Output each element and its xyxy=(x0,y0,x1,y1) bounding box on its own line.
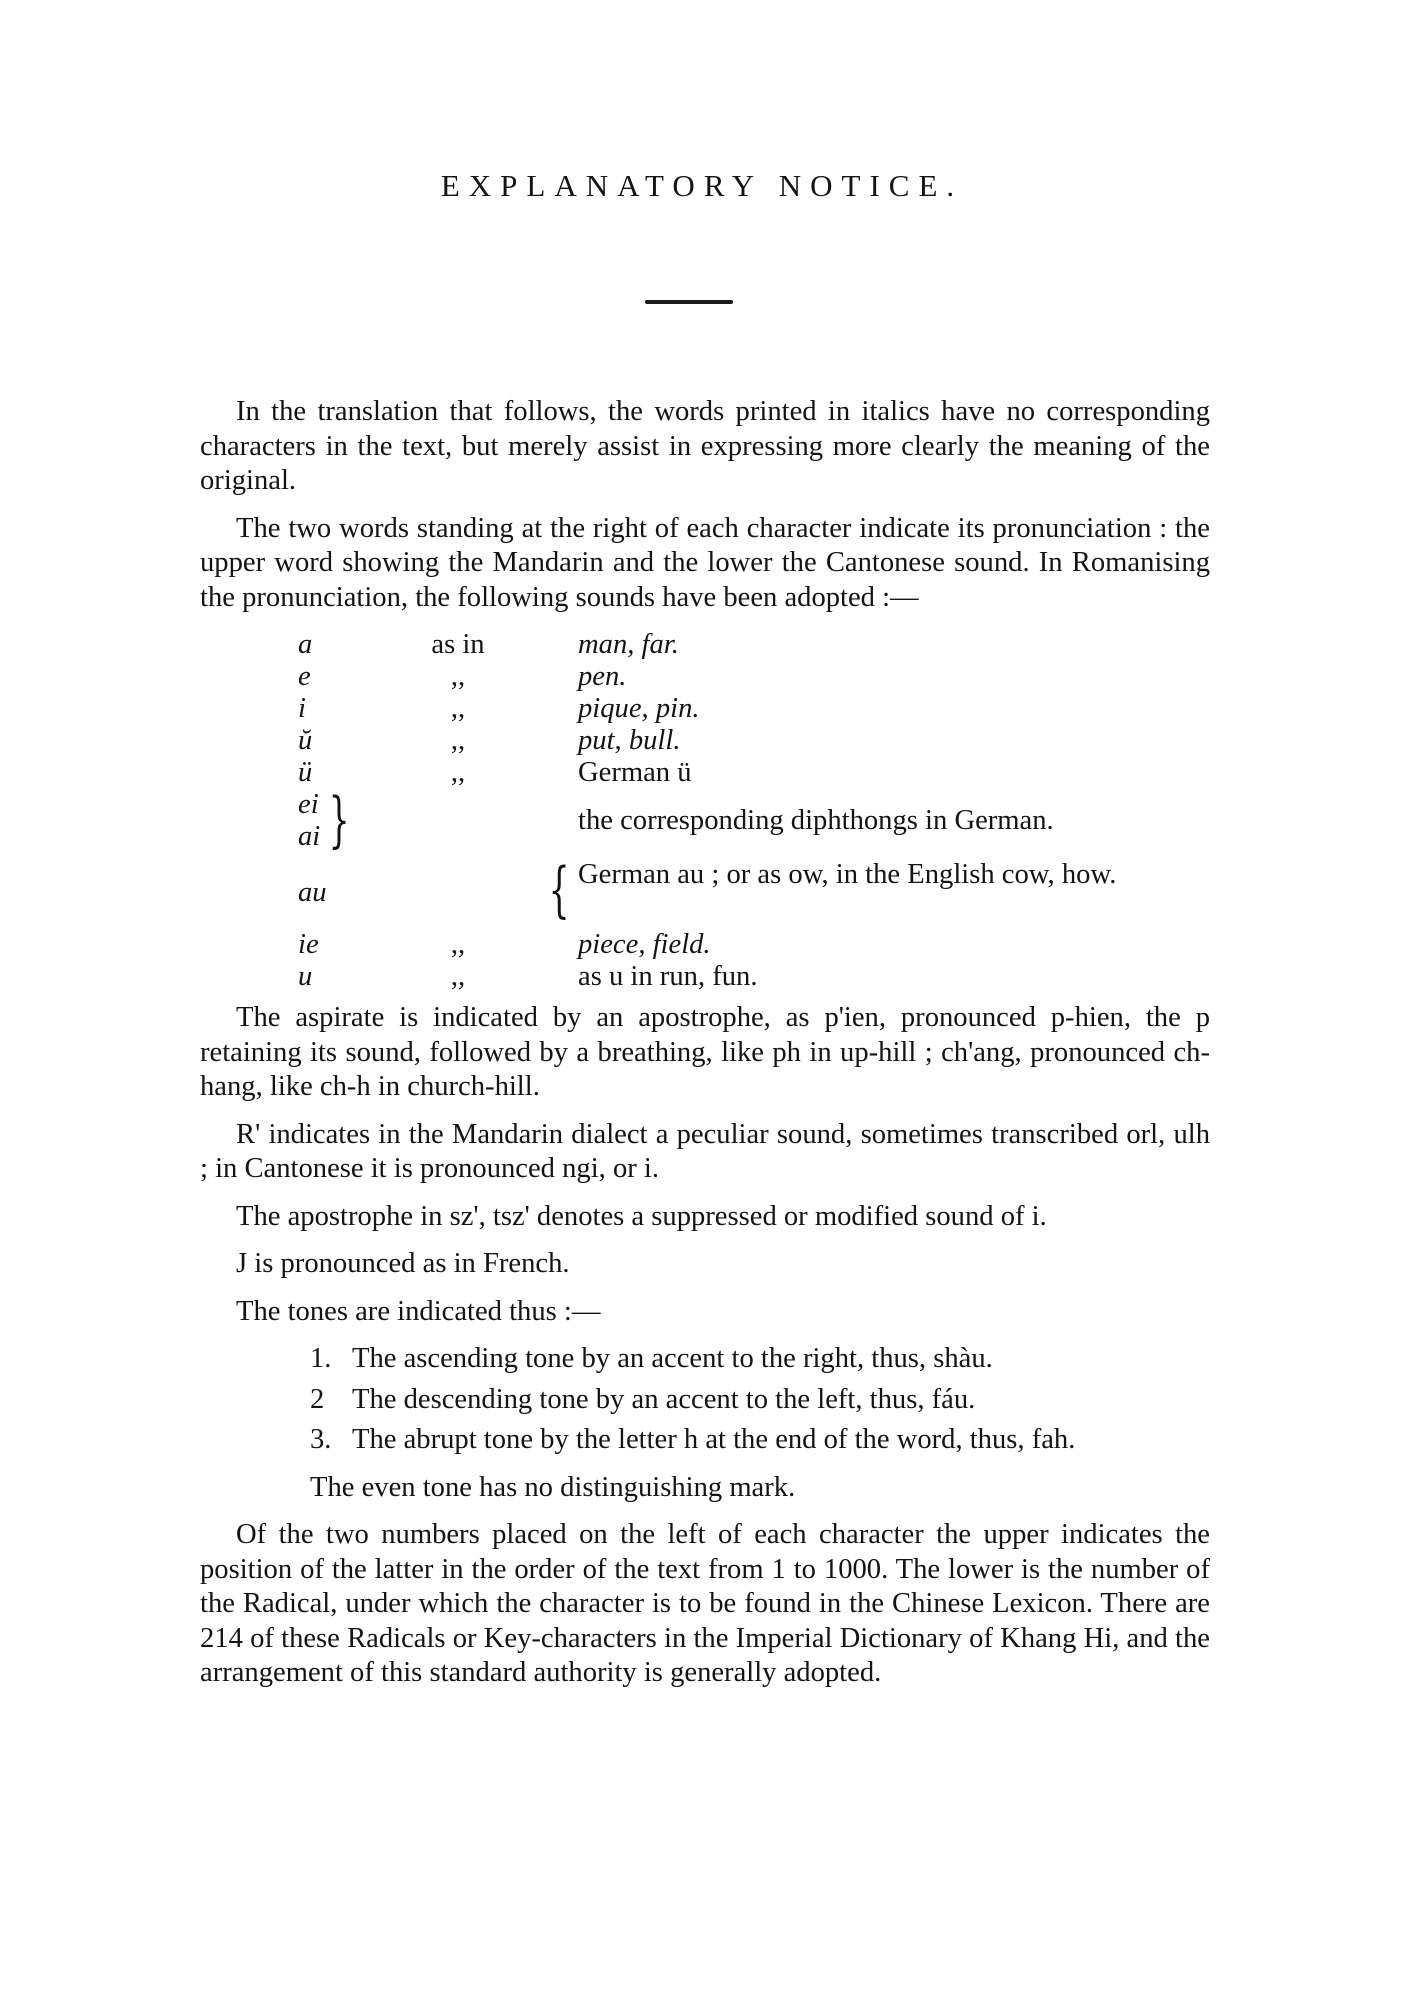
tone-item xyxy=(310,1423,1210,1458)
tones-intro: The tones are indicated thus :— xyxy=(236,1295,601,1327)
pronunciation-paragraph: The two words standing at the right of each character indicate its pronunciation : the upper word showing the Mandarin and the lower the Cantonese sound. In Romanising the pronunciation, the following sounds have been adopted :— xyxy=(200,512,1210,613)
sound-letter: ŭ xyxy=(298,725,313,756)
page-title: EXPLANATORY NOTICE. xyxy=(440,168,964,203)
right-brace-glyph: } xyxy=(328,785,350,855)
sound-as: ,, xyxy=(450,961,466,992)
sound-row xyxy=(200,756,1210,788)
sound-row xyxy=(200,628,1210,660)
sound-table xyxy=(200,628,1210,992)
sound-as: as in xyxy=(431,629,485,660)
sound-row xyxy=(200,692,1210,724)
tones-list xyxy=(200,1342,1210,1458)
title-rule xyxy=(645,300,733,304)
sound-example: as u in run, fun. xyxy=(578,961,758,992)
tone-number: 2 xyxy=(310,1383,325,1415)
tone-item xyxy=(310,1383,1210,1418)
even-tone-note: The even tone has no distinguishing mark. xyxy=(310,1471,796,1503)
sound-example: German ü xyxy=(578,757,692,788)
apostrophe-paragraph: The apostrophe in sz', tsz' denotes a suppressed or modified sound of i. xyxy=(236,1200,1047,1232)
sound-letter: ü xyxy=(298,757,313,788)
sound-as: ,, xyxy=(450,725,466,756)
sound-example: man, far. xyxy=(578,629,679,660)
sound-example: German au ; or as ow, in the English cow, how. xyxy=(578,859,1117,890)
sound-as: ,, xyxy=(450,661,466,692)
tone-item xyxy=(310,1342,1210,1377)
aspirate-paragraph: The aspirate is indicated by an apostrophe, as p'ien, pronounced p-hien, the p retaining its sound, followed by a breathing, like ph in up-hill ; ch'ang, pronounced ch-hang, like ch-h in church-hill. xyxy=(200,1002,1210,1102)
tone-number: 1. xyxy=(310,1343,332,1374)
r-sound-paragraph: R' indicates in the Mandarin dialect a peculiar sound, sometimes transcribed orl, ulh ; in Cantonese it is pronounced ngi, or i. xyxy=(200,1118,1210,1184)
tone-number: 3. xyxy=(310,1424,332,1455)
italics-paragraph: In the translation that follows, the words printed in italics have no corresponding characters in the text, but merely assist in expressing more clearly the meaning of the original. xyxy=(200,396,1210,496)
sound-example: piece, field. xyxy=(578,929,711,960)
sound-row xyxy=(200,928,1210,960)
j-paragraph: J is pronounced as in French. xyxy=(236,1248,570,1279)
sound-letter: ei xyxy=(298,789,319,820)
sound-letter: a xyxy=(298,629,313,660)
sound-example: pen. xyxy=(578,661,627,692)
sound-letter: ai xyxy=(298,821,321,852)
tone-text: The descending tone by an accent to the left, thus, fáu. xyxy=(352,1383,976,1415)
sound-row xyxy=(200,724,1210,756)
tone-text: The abrupt tone by the letter h at the end of the word, thus, fah. xyxy=(352,1424,1076,1455)
left-brace-glyph: { xyxy=(548,855,570,925)
sound-row-diphthongs xyxy=(200,785,1210,858)
sound-example: put, bull. xyxy=(578,725,681,756)
numbers-paragraph: Of the two numbers placed on the left of each character the upper indicates the position of the latter in the order of the text from 1 to 1000. The lower is the number of the Radical, under which the character is to be found in the Chinese Lexicon. There are 214 of these Radicals or Key-characters in the Imperial Dictionary of Khang Hi, and the arrangement of this standard authority is generally adopted. xyxy=(200,1519,1210,1688)
sound-row xyxy=(200,960,1210,992)
notice-body xyxy=(200,395,1210,1704)
tone-text: The ascending tone by an accent to the right, thus, shàu. xyxy=(352,1343,993,1374)
sound-as: ,, xyxy=(450,757,466,788)
sound-letter: u xyxy=(298,961,313,992)
sound-example: pique, pin. xyxy=(578,693,700,724)
sound-letter: i xyxy=(298,693,306,724)
sound-letter: au xyxy=(298,877,327,908)
sound-example: the corresponding diphthongs in German. xyxy=(578,805,1054,836)
sound-as: ,, xyxy=(450,693,466,724)
sound-letter: ie xyxy=(298,929,319,960)
sound-row-au xyxy=(200,855,1210,928)
sound-row xyxy=(200,660,1210,692)
sound-as: ,, xyxy=(450,929,466,960)
sound-letter: e xyxy=(298,661,311,692)
